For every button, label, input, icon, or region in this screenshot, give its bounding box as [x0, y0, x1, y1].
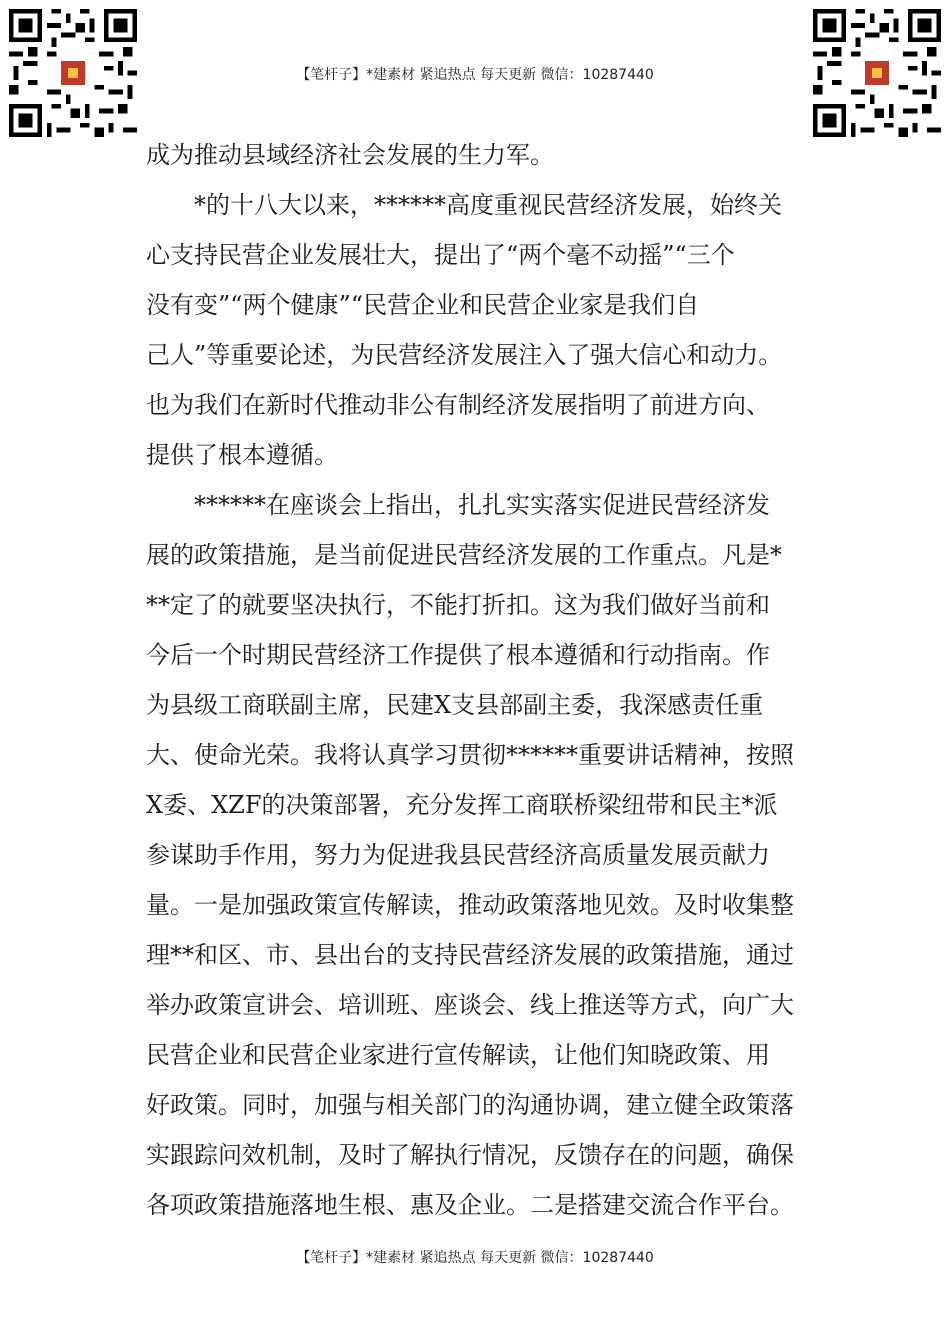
document-body [146, 130, 816, 1230]
footer-watermark-text: 【笔杆子】*建素材 紧追热点 每天更新 微信：10287440 [296, 1250, 654, 1266]
body-line: 量。一是加强政策宣传解读，推动政策落地见效。及时收集整 [146, 891, 794, 919]
header-watermark-text: 【笔杆子】*建素材 紧追热点 每天更新 微信：10287440 [296, 67, 654, 83]
body-line: 各项政策措施落地生根、惠及企业。二是搭建交流合作平台。 [146, 1191, 794, 1219]
body-line: 好政策。同时，加强与相关部门的沟通协调，建立健全政策落 [146, 1091, 794, 1119]
body-line: 没有变”“两个健康”“民营企业和民营企业家是我们自 [146, 291, 700, 319]
body-line: 也为我们在新时代推动非公有制经济发展指明了前进方向、 [146, 391, 770, 419]
body-line: 提供了根本遵循。 [146, 441, 338, 469]
body-line: 民营企业和民营企业家进行宣传解读，让他们知晓政策、用 [146, 1041, 770, 1069]
qr-code-icon [808, 4, 946, 142]
body-line: 理**和区、市、县出台的支持民营经济发展的政策措施，通过 [146, 941, 794, 969]
body-line: ******在座谈会上指出，扎扎实实落实促进民营经济发 [146, 491, 770, 519]
body-line: 成为推动县域经济社会发展的生力军。 [146, 141, 554, 169]
body-line: 实跟踪问效机制，及时了解执行情况，反馈存在的问题，确保 [146, 1141, 794, 1169]
body-line: **定了的就要坚决执行，不能打折扣。这为我们做好当前和 [146, 591, 770, 619]
qr-code-right [808, 4, 946, 142]
body-line: *的十八大以来，******高度重视民营经济发展，始终关 [146, 191, 782, 219]
body-line: X委、XZF的决策部署，充分发挥工商联桥梁纽带和民主*派 [146, 791, 778, 819]
body-line: 展的政策措施，是当前促进民营经济发展的工作重点。凡是* [146, 541, 782, 569]
body-line: 参谋助手作用，努力为促进我县民营经济高质量发展贡献力 [146, 841, 770, 869]
body-line: 心支持民营企业发展壮大，提出了“两个毫不动摇”“三个 [146, 241, 735, 269]
body-line: 己人”等重要论述，为民营经济发展注入了强大信心和动力。 [146, 341, 783, 369]
body-line: 举办政策宣讲会、培训班、座谈会、线上推送等方式，向广大 [146, 991, 794, 1019]
body-line: 今后一个时期民营经济工作提供了根本遵循和行动指南。作 [146, 641, 770, 669]
body-line: 为县级工商联副主席，民建X支县部副主委，我深感责任重 [146, 691, 764, 719]
body-line: 大、使命光荣。我将认真学习贯彻******重要讲话精神，按照 [146, 741, 794, 769]
